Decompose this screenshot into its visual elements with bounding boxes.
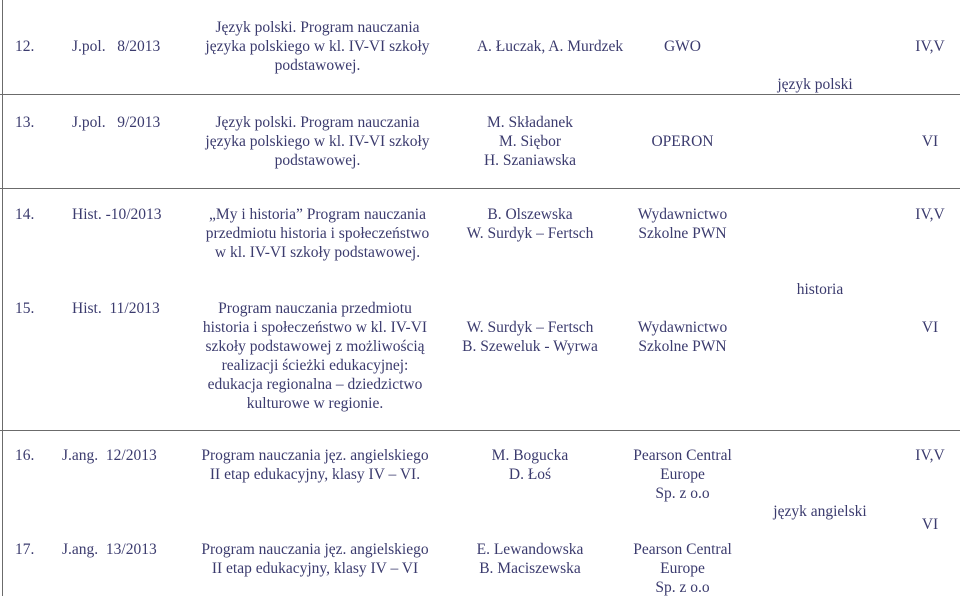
classes: IV,V [915,447,945,464]
subject-label: język angielski [773,503,867,520]
program-title: Program nauczania jęz. angielskiego II etap edukacyjny, klasy IV – VI [201,541,429,577]
row-divider [0,430,960,431]
program-code: Hist. 11/2013 [72,300,160,317]
row-number: 14. [15,206,35,223]
program-title: Język polski. Program nauczania języka polskiego w kl. IV-VI szkoły podstawowej. [205,19,430,74]
program-code: J.pol. 9/2013 [72,114,161,131]
publisher: Wydawnictwo Szkolne PWN [637,206,728,242]
authors: E. Lewandowska B. Maciszewska [476,541,584,577]
authors: M. Składanek M. Siębor H. Szaniawska [483,114,577,169]
publisher: OPERON [651,133,714,150]
authors: A. Łuczak, A. Murdzek [476,38,624,55]
program-title: Program nauczania jęz. angielskiego II etap edukacyjny, klasy IV – VI. [201,447,429,483]
program-code: J.ang. 12/2013 [62,447,157,464]
classes: IV,V [915,206,945,223]
program-title: „My i historia” Program nauczania przedmiotu historia i społeczeństwo w kl. IV-VI szkoły podstawowej. [205,206,430,261]
publisher: Pearson Central Europe Sp. z o.o [633,541,732,596]
column-divider [2,0,3,596]
row-number: 12. [15,38,35,55]
authors: W. Surdyk – Fertsch B. Szeweluk - Wyrwa [462,319,598,355]
classes: IV,V [915,38,945,55]
row-divider [0,94,960,95]
publisher: Pearson Central Europe Sp. z o.o [633,447,732,502]
row-number: 16. [15,447,35,464]
program-title: Program nauczania przedmiotu historia i społeczeństwo w kl. IV-VI szkoły podstawowej z możliwością realizacji ścieżki edukacyjnej: edukacja regionalna – dziedzictwo kulturowe w regionie. [202,300,428,412]
authors: B. Olszewska W. Surdyk – Fertsch [466,206,594,242]
subject-label: język polski [777,76,853,93]
row-divider [0,188,960,189]
program-title: Język polski. Program nauczania języka polskiego w kl. IV-VI szkoły podstawowej. [205,114,430,169]
program-code: J.pol. 8/2013 [72,38,161,55]
publisher: Wydawnictwo Szkolne PWN [637,319,728,355]
program-code: J.ang. 13/2013 [62,541,157,558]
classes: VI [921,516,939,533]
row-number: 13. [15,114,35,131]
authors: M. Bogucka D. Łoś [491,447,569,483]
row-number: 17. [15,541,35,558]
classes: VI [921,133,939,150]
row-number: 15. [15,300,35,317]
subject-label: historia [796,281,844,298]
classes: VI [921,319,939,336]
program-code: Hist. -10/2013 [72,206,162,223]
publisher: GWO [663,38,702,55]
